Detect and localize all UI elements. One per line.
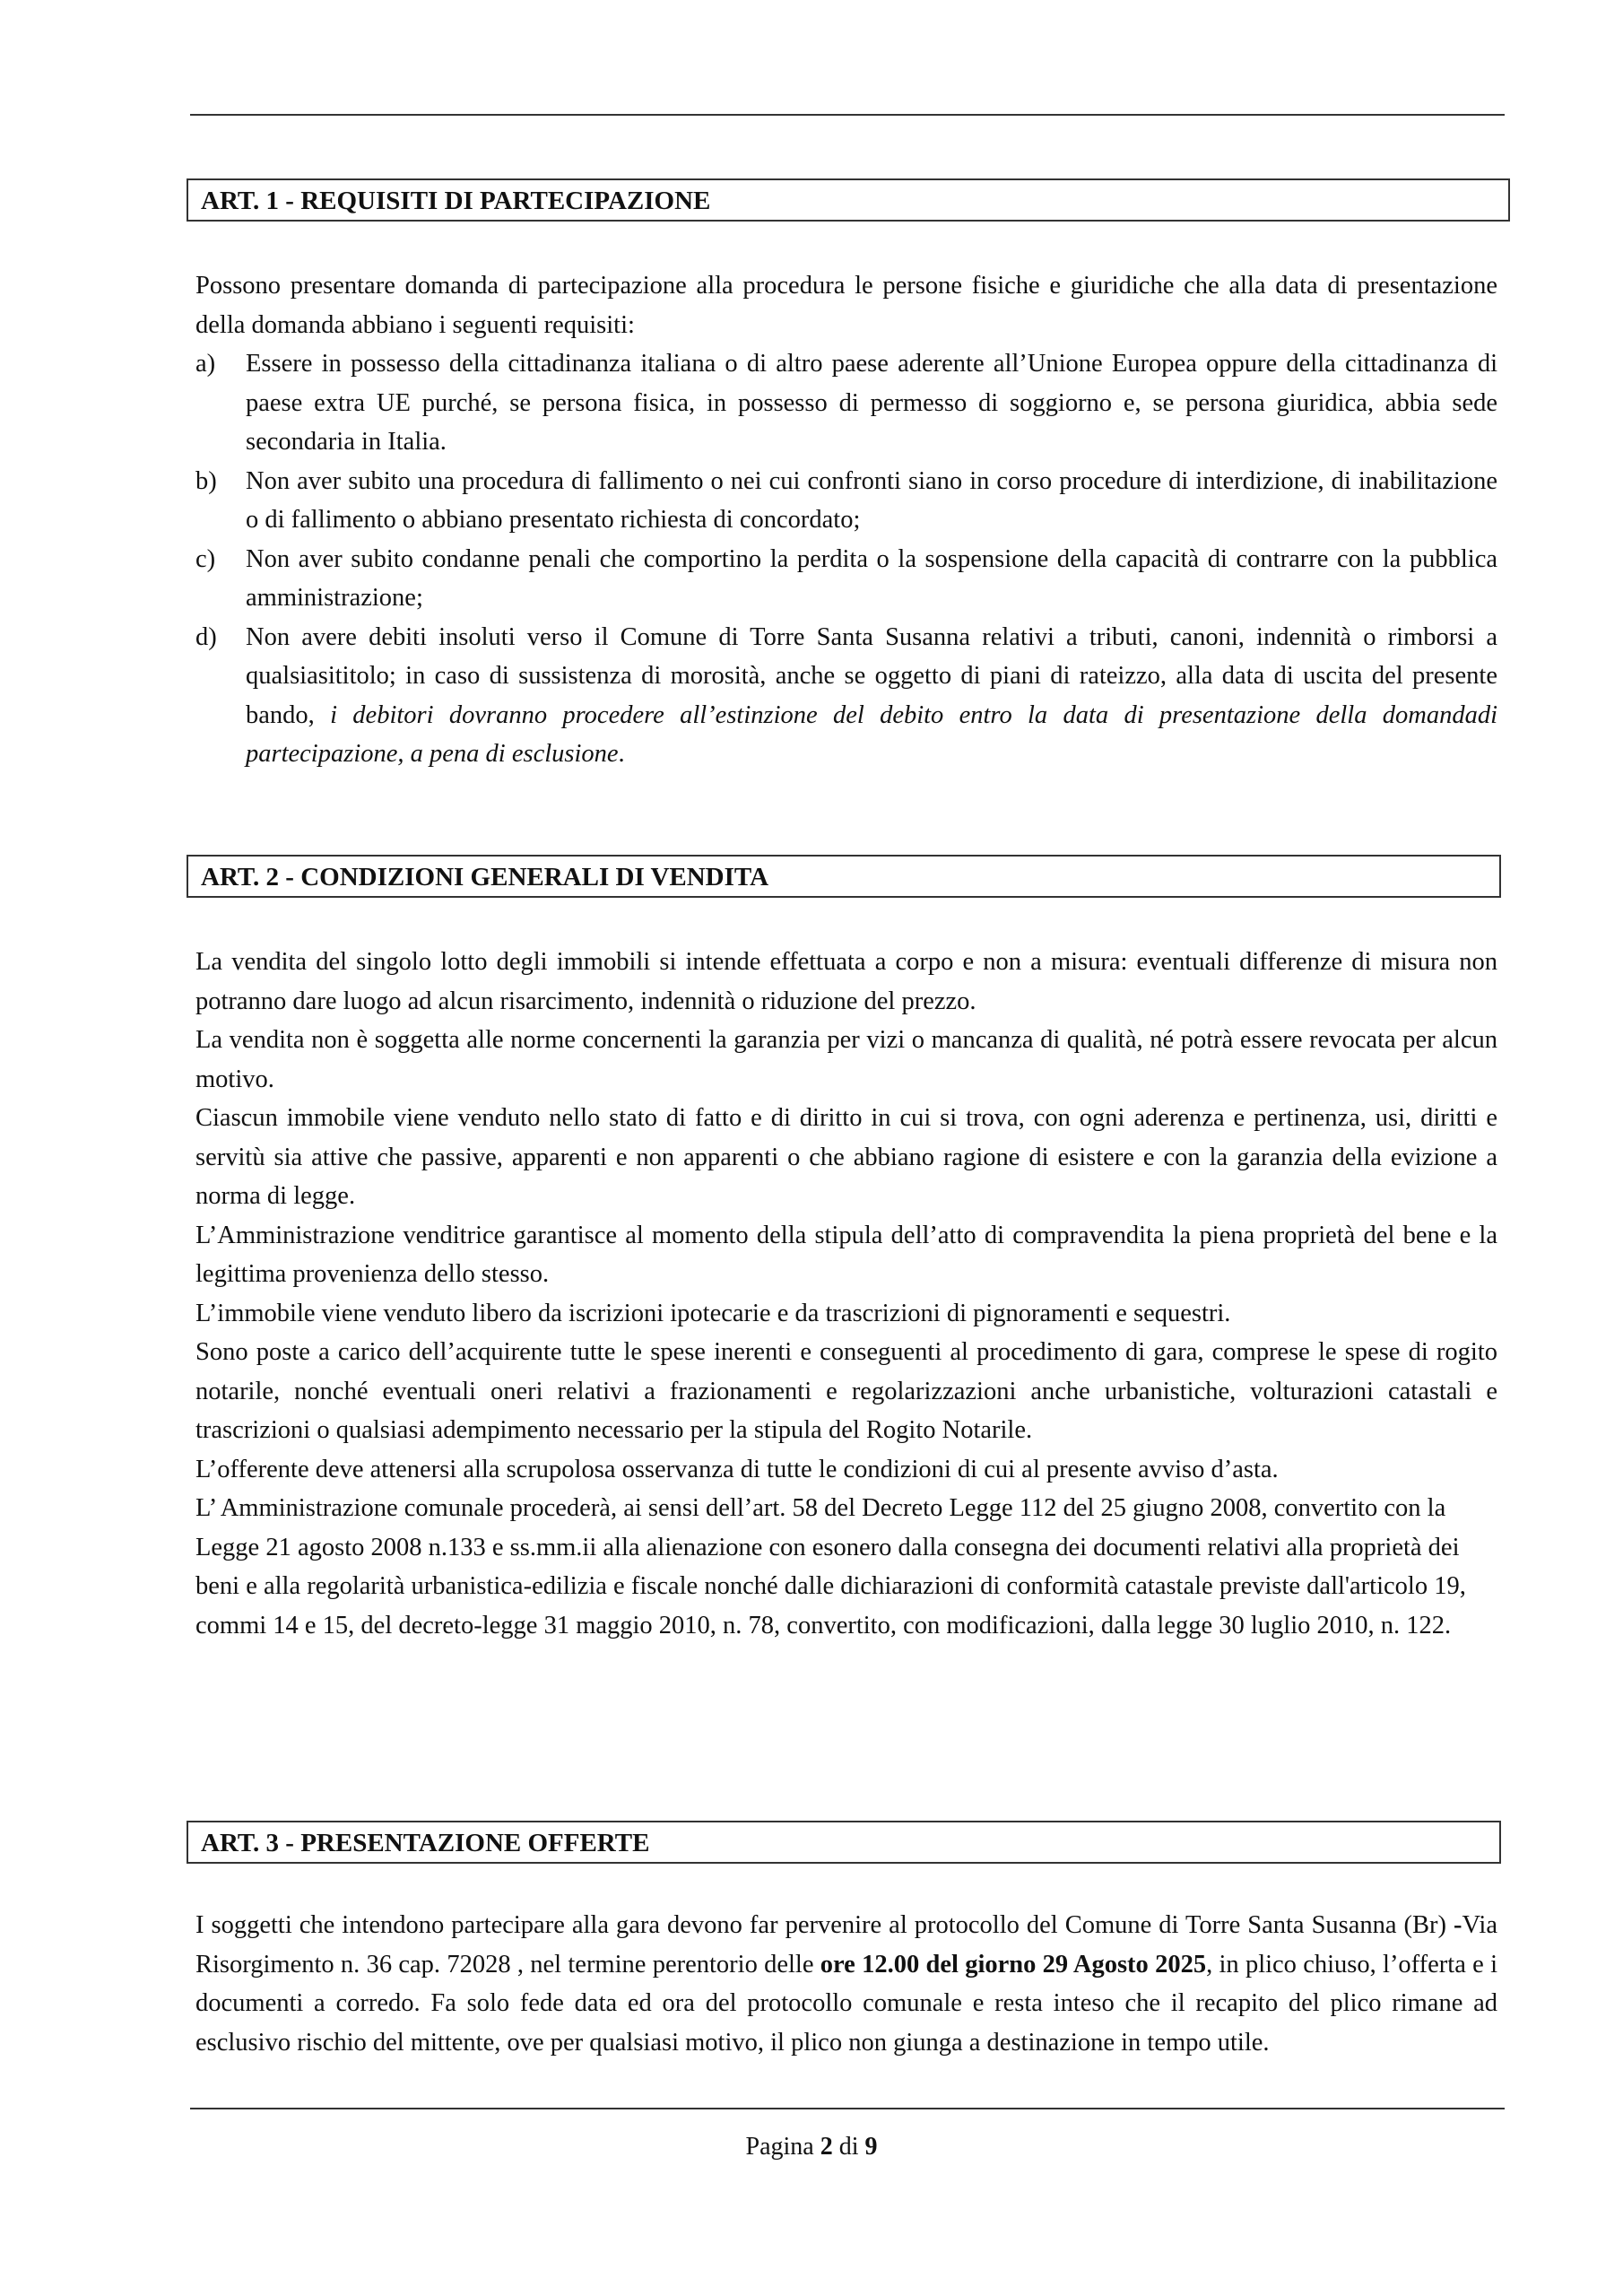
- art1-item-a: [195, 344, 1497, 462]
- list-marker: d): [195, 622, 217, 651]
- art2-paragraph: L’ Amministrazione comunale procederà, ai sensi dell’art. 58 del Decreto Legge 112 del 25 giugno 2008, convertito con la Legge 21 agosto 2008 n.133 e ss.mm.ii alla alienazione con esonero dalla consegna dei documenti relativi alla proprietà dei beni e alla regolarità urbanistica-edilizia e fiscale nonché dalle dichiarazioni di conformità catastale previste dall'articolo 19, commi 14 e 15, del decreto-legge 31 maggio 2010, n. 78, convertito, con modificazioni, dalla legge 30 luglio 2010, n. 122.: [195, 1494, 1466, 1639]
- item-text: Non aver subito una procedura di fallimento o nei cui confronti siano in corso procedure di interdizione, di inabilitazione o di fallimento o abbiano presentato richiesta di concordato;: [246, 466, 1497, 534]
- footer-rule: [190, 2108, 1505, 2109]
- art2-paragraph: La vendita del singolo lotto degli immobili si intende effettuata a corpo e non a misura: eventuali differenze di misura non potranno dare luogo ad alcun risarcimento, indennità o riduzione del prezzo.: [195, 948, 1497, 1015]
- text-run: , in plico chiuso, l’offerta e i documenti a corredo. Fa solo fede data ed ora del protocollo comunale e resta inteso che il recapito del plico rimane ad esclusivo rischio del mittente, ove per qualsiasi motivo, il plico non giunga a destinazione in tempo utile.: [195, 1950, 1497, 2057]
- list-marker: b): [195, 466, 217, 495]
- art3-heading: ART. 3 - PRESENTAZIONE OFFERTE: [187, 1821, 1501, 1864]
- art1-heading: ART. 1 - REQUISITI DI PARTECIPAZIONE: [187, 178, 1510, 222]
- item-end: .: [618, 740, 625, 768]
- page-footer: [0, 2133, 1623, 2161]
- header-rule: [190, 114, 1505, 116]
- current-page: 2: [820, 2133, 833, 2161]
- art1-item-d: [195, 618, 1497, 774]
- footer-label: di: [832, 2133, 865, 2161]
- art2-paragraph: Sono poste a carico dell’acquirente tutte le spese inerenti e conseguenti al procedimento di gara, comprese le spese di rogito notarile, nonché eventuali oneri relativi a frazionamenti e regolarizzazioni anche urbanistiche, volturazioni catastali e trascrizioni o qualsiasi adempimento necessario per la stipula del Rogito Notarile.: [195, 1338, 1497, 1444]
- art2-heading: ART. 2 - CONDIZIONI GENERALI DI VENDITA: [187, 855, 1501, 898]
- art1-body: [195, 266, 1497, 774]
- list-marker: c): [195, 544, 216, 573]
- art3-paragraph: [195, 1906, 1497, 2062]
- text-run-bold: -: [1454, 1911, 1462, 1939]
- item-text: Non avere debiti insoluti verso il Comune di Torre Santa Susanna relativi a tributi, canoni, indennità o rimborsi a qualsiasititolo; in caso di sussistenza di morosità, anche se oggetto di piani di rateizzo, alla data di uscita del presente bando,: [246, 622, 1497, 729]
- text-run: I soggetti che intendono partecipare alla gara devono far pervenire al protocollo del Comune di Torre Santa Susanna (Br): [195, 1911, 1454, 1939]
- art1-intro: Possono presentare domanda di partecipazione alla procedura le persone fisiche e giuridiche che alla data di presentazione della domanda abbiano i seguenti requisiti:: [195, 272, 1497, 339]
- total-pages: 9: [864, 2133, 878, 2161]
- deadline-bold: ore 12.00 del giorno 29 Agosto 2025: [820, 1950, 1207, 1979]
- list-marker: a): [195, 350, 216, 378]
- art2-paragraph: L’offerente deve attenersi alla scrupolosa osservanza di tutte le condizioni di cui al presente avviso d’asta.: [195, 1455, 1279, 1483]
- art2-paragraph: La vendita non è soggetta alle norme concernenti la garanzia per vizi o mancanza di qualità, né potrà essere revocata per alcun motivo.: [195, 1026, 1497, 1093]
- text-run: Via Risorgimento n. 36 cap. 72028 , nel termine perentorio delle: [195, 1911, 1497, 1979]
- item-text: Non aver subito condanne penali che comportino la perdita o la sospensione della capacità di contrarre con la pubblica amministrazione;: [246, 544, 1497, 612]
- item-italic-text: i debitori dovranno procedere all’estinzione del debito entro la data di presentazione della domandadi partecipazione, a pena di esclusione: [246, 700, 1497, 768]
- art1-item-c: [195, 540, 1497, 618]
- art1-item-b: [195, 462, 1497, 540]
- item-text: Essere in possesso della cittadinanza italiana o di altro paese aderente all’Unione Europea oppure della cittadinanza di paese extra UE purché, se persona fisica, in possesso di permesso di soggiorno e, se persona giuridica, abbia sede secondaria in Italia.: [246, 350, 1497, 456]
- footer-label: Pagina: [745, 2133, 820, 2161]
- art3-body: [195, 1906, 1497, 2062]
- art2-body: [195, 943, 1497, 1645]
- art2-paragraph: Ciascun immobile viene venduto nello stato di fatto e di diritto in cui si trova, con ogni aderenza e pertinenza, usi, diritti e servitù sia attive che passive, apparenti e non apparenti o che abbiano ragione di esistere e con la garanzia della evizione a norma di legge.: [195, 1104, 1497, 1210]
- art2-paragraph: L’Amministrazione venditrice garantisce al momento della stipula dell’atto di compravendita la piena proprietà del bene e la legittima provenienza dello stesso.: [195, 1221, 1497, 1288]
- art2-paragraph: L’immobile viene venduto libero da iscrizioni ipotecarie e da trascrizioni di pignoramenti e sequestri.: [195, 1299, 1231, 1327]
